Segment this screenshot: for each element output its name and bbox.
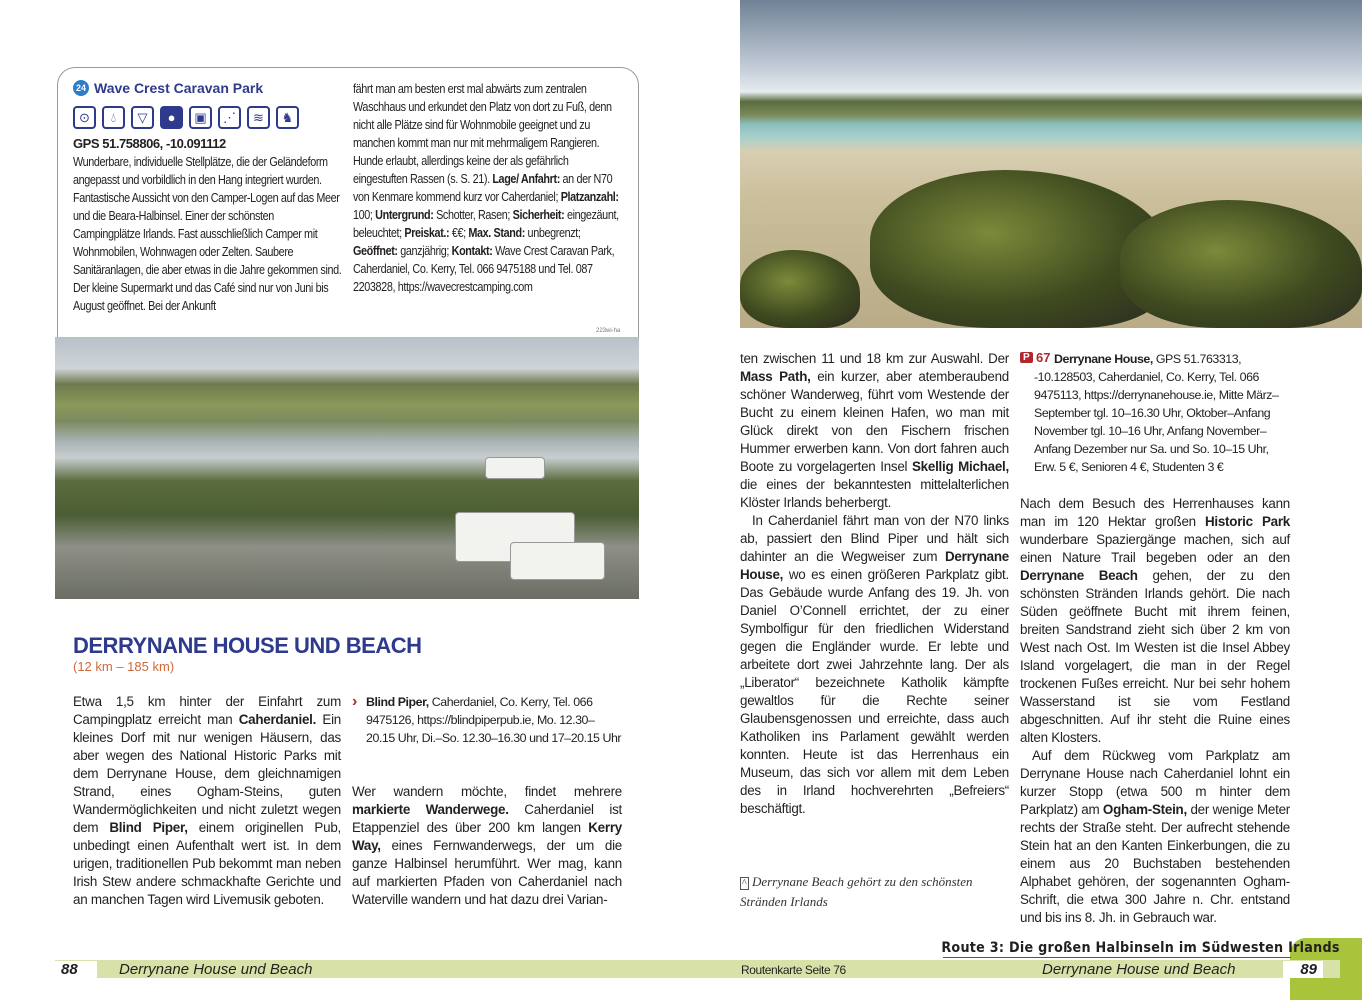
toilet-icon: ▣ <box>189 106 212 129</box>
text-run: Wunderbare, individuelle Stellplätze, die der Geländeform angepasst und vorbildlich in den Hang integriert wurden. Fantastische Aussicht von den Camper-Logen auf das Meer und die Beara-Halbinsel. Einer der schönsten Campingplätze Irlands. Fast ausschließlich Camper mit Wohnmobilen, Wohnwagen oder Zelten. Saubere Sanitäranlagen, die aber etwas in die Jahre gekommen sind. Der kleine Supermarkt und das Café sind nur von Juni bis August geöffnet. Bei der Ankunft <box>73 155 342 313</box>
campsite-description <box>73 153 343 315</box>
text-run: GPS 51.763313, -10.128503, Caherdaniel, Co. Kerry, Tel. 066 9475113, https://derrynanehouse.ie, Mitte März–September tgl. 10–16.30 Uhr, Oktober–Anfang November tgl. 10–16 Uhr, Anfang November–Anfang Dezember nur Sa. und So. 10–15 Uhr, Erw. 5 €, Senioren 4 €, Studenten 3 € <box>1034 352 1279 474</box>
text-run: Schotter, Rasen; <box>433 208 513 222</box>
bold-term: Caherdaniel. <box>238 712 317 727</box>
paragraph <box>740 350 1009 512</box>
wifi-icon: ≋ <box>247 106 270 129</box>
paragraph <box>740 512 1009 818</box>
campsite-title <box>73 80 263 96</box>
caption-text: Derrynane Beach gehört zu den schönsten Stränden Irlands <box>740 874 973 909</box>
divider <box>943 957 1291 958</box>
page-number-right: 89 <box>1283 961 1323 978</box>
text-run: Auf dem Rückweg vom Parkplatz am Derrynane House nach Caherdaniel lohnt ein kurzer Stopp (etwa 500 m hinter dem Parkplatz) am <box>1020 748 1290 817</box>
chevron-right-icon: › <box>352 693 358 710</box>
page-number-left: 88 <box>55 961 97 978</box>
bold-term: Preiskat.: <box>404 226 450 240</box>
photo-credit: 223wi-ha <box>596 328 621 334</box>
text-run: ganzjährig; <box>397 244 452 258</box>
text-run: Wave Crest Caravan Park, Caherdaniel, Co. Kerry, Tel. 066 9475188 und Tel. 087 2203828, https://wavecrestcamping.com <box>353 244 615 294</box>
paragraph <box>1020 747 1290 927</box>
blind-piper-details <box>352 693 622 747</box>
text-run: an der N70 von Kenmare kommend kurz vor Caherdaniel; <box>353 172 613 204</box>
section-distance: (12 km – 185 km) <box>73 659 175 674</box>
bold-term: Historic Park <box>1204 514 1290 529</box>
bold-term: Blind Piper, <box>109 820 188 835</box>
text-run: Etwa 1,5 km hinter der Einfahrt zum Campingplatz erreicht man <box>73 694 341 727</box>
water-icon: 💧︎ <box>102 106 125 129</box>
text-run: Ein kleines Dorf mit nur wenigen Häusern, das aber wegen des National Historic Parks mit dem Derrynane House, dem gleichnamigen Strand, eines Ogham-Steins, guten Wandermöglichkeiten und nicht zuletzt wegen dem <box>73 712 341 835</box>
text-run: fährt man am besten erst mal abwärts zum zentralen Waschhaus und erkundet den Platz von dort zu Fuß, denn nicht alle Plätze sind für Wohnmobile geeignet und zu manchen kommt man nur mit mehrmaligem Rangieren. Hunde erlaubt, allerdings keine der als gefährlich eingestuften Rassen (s. S. 21). <box>353 82 612 186</box>
text-run: die eines der bekanntesten mittelalterlichen Klöster Irlands beherbergt. <box>740 477 1009 510</box>
text-run: €€; <box>449 226 469 240</box>
amenity-icons <box>73 106 299 129</box>
text-run: Caherdaniel ist Etappenziel des über 200 km langen <box>352 802 622 835</box>
body-text-hiking <box>352 783 622 909</box>
text-run: eines Fernwanderwegs, der um die ganze Halbinsel herumführt. Wer mag, kann auf markierten Pfaden von Caherdaniel nach Waterville wandern und hat dazu drei Varian- <box>352 838 622 907</box>
power-socket-icon: ⊙ <box>73 106 96 129</box>
bold-term: Kontakt: <box>451 244 493 258</box>
campsite-details <box>353 80 625 296</box>
beach-photo <box>740 0 1362 328</box>
bold-term: Max. Stand: <box>468 226 525 240</box>
footer-title-right: Derrynane House und Beach <box>1042 961 1236 978</box>
caption-arrow-icon: ^ <box>742 878 747 889</box>
text-run: Caherdaniel, Co. Kerry, Tel. 066 9475126, https://blindpiperpub.ie, Mo. 12.30–20.15 Uhr, Di.–So. 12.30–16.30 und 17–20.15 Uhr <box>366 695 622 745</box>
text-run: eingezäunt, beleuchtet; <box>353 208 619 240</box>
bold-term: Geöffnet: <box>353 244 398 258</box>
bold-term: Platzanzahl: <box>560 190 619 204</box>
body-text-park <box>1020 495 1290 927</box>
bold-term: Skellig Michael, <box>912 459 1009 474</box>
bold-term: Ogham-Stein, <box>1102 802 1187 817</box>
text-run: wunderbare Spaziergänge machen, sich auf einen Nature Trail begeben oder an den <box>1020 532 1290 565</box>
text-run: unbegrenzt; <box>524 226 581 240</box>
info-blind-piper <box>352 693 622 747</box>
bold-term: Lage/ Anfahrt: <box>492 172 560 186</box>
paragraph <box>1020 495 1290 747</box>
text-run: ten zwischen 11 und 18 km zur Auswahl. Der <box>740 351 1009 366</box>
text-run: gehen, der zu den schönsten Stränden Irlands gehört. Die nach Süden geöffnete Bucht mit ihrem feinen, breiten Sandstrand zieht sich über 2 km von West nach Ost. Im Westen ist die Insel Abbey Island vorgelagert, die man in der Regel trockenen Fußes erreicht. Nur bei sehr hohem Wasserstand ist sie vom Festland abgeschnitten. Auf ihr steht die Ruine eines alten Klosters. <box>1020 568 1290 745</box>
route-header: Route 3: Die großen Halbinseln im Südwesten Irlands <box>941 940 1340 956</box>
info-derrynane-house <box>1020 350 1290 476</box>
body-text-caherdaniel <box>73 693 341 909</box>
bold-term: Derrynane Beach <box>1020 568 1138 583</box>
text-run: Nach dem Besuch des Herrenhauses kann man im 120 Hektar großen <box>1020 496 1290 529</box>
bold-term: Sicherheit: <box>512 208 565 222</box>
text-run: 100; <box>353 208 376 222</box>
text-run: ein kurzer, aber atemberaubend schöner Wanderweg, führt vom Westende der Bucht zu einem kleinen Hafen, wo man mit Glück direkt von den Fischern frischen Hummer erwerben kann. Von dort fahren auch Boote zu vorgelagerten Insel <box>740 369 1009 474</box>
bold-term: Derrynane House, <box>740 549 1009 582</box>
section-heading: DERRYNANE HOUSE UND BEACH <box>73 633 422 658</box>
campsite-gps: GPS 51.758806, -10.091112 <box>73 136 226 151</box>
route-map-reference: Routenkarte Seite 76 <box>741 963 846 977</box>
derrynane-house-details <box>1020 350 1290 476</box>
bold-term: Mass Path, <box>740 369 811 384</box>
bold-term: Derrynane House, <box>1054 352 1153 366</box>
bold-term: Blind Piper, <box>366 695 429 709</box>
shower-icon: ⋰ <box>218 106 241 129</box>
body-text-derrynane <box>740 350 1009 818</box>
campsite-name: Wave Crest Caravan Park <box>94 80 264 96</box>
bold-term: Untergrund: <box>375 208 434 222</box>
text-run: einem originellen Pub, unbedingt einen Aufenthalt wert ist. In dem urigen, traditionellen Pub bekommt man neben Irish Stew andere schmackhafte Gerichte und an manchen Tagen wird Livemusik geboten. <box>73 820 341 907</box>
parking-icon: P <box>1020 352 1033 363</box>
dog-icon: ♞ <box>276 106 299 129</box>
footer-title-left: Derrynane House und Beach <box>119 961 313 978</box>
text-run: In Caherdaniel fährt man von der N70 links ab, passiert den Blind Piper und hält sich dahinter an die Wegweiser zum <box>740 513 1009 564</box>
poi-number: 67 <box>1036 350 1051 365</box>
text-run: wo es einen größeren Parkplatz gibt. Das Gebäude wurde Anfang des 19. Jh. von Daniel O’Connell errichtet, der zu einer Symbolfigur für den friedlichen Widerstand gegen die Engländer wurde. Er lebte und arbeitete dort zwei Jahrzehnte lang. Der als „Liberator“ bezeichnete Katholik kämpfte gewaltlos für die Rechte seiner Glaubensgenossen und erreichte, dass auch Katholiken ins Parlament gewählt werden konnten. Heute ist das Herrenhaus ein Museum, das sich vor allem mit dem Leben des in Irland hochverehrten „Befreiers“ beschäftigt. <box>740 567 1009 816</box>
photo-caption <box>740 873 1010 911</box>
campsite-number-badge: 24 <box>73 80 89 96</box>
bold-term: markierte Wanderwege. <box>352 802 509 817</box>
bold-term: Kerry Way, <box>352 820 622 853</box>
campsite-photo <box>55 337 639 599</box>
location-icon: ● <box>160 106 183 129</box>
text-run: der wenige Meter rechts der Straße steht. Der aufrecht stehende Stein hat an den Kanten Einkerbungen, die zu einem aus 20 Buchstaben bestehenden Alphabet gehören, der sogenannten Ogham-Schrift, die etwa 300 Jahre n. Chr. entstand und bis ins 8. Jh. in Gebrauch war. <box>1020 802 1290 925</box>
text-run: Wer wandern möchte, findet mehrere <box>352 784 622 799</box>
disposal-icon: ▽ <box>131 106 154 129</box>
